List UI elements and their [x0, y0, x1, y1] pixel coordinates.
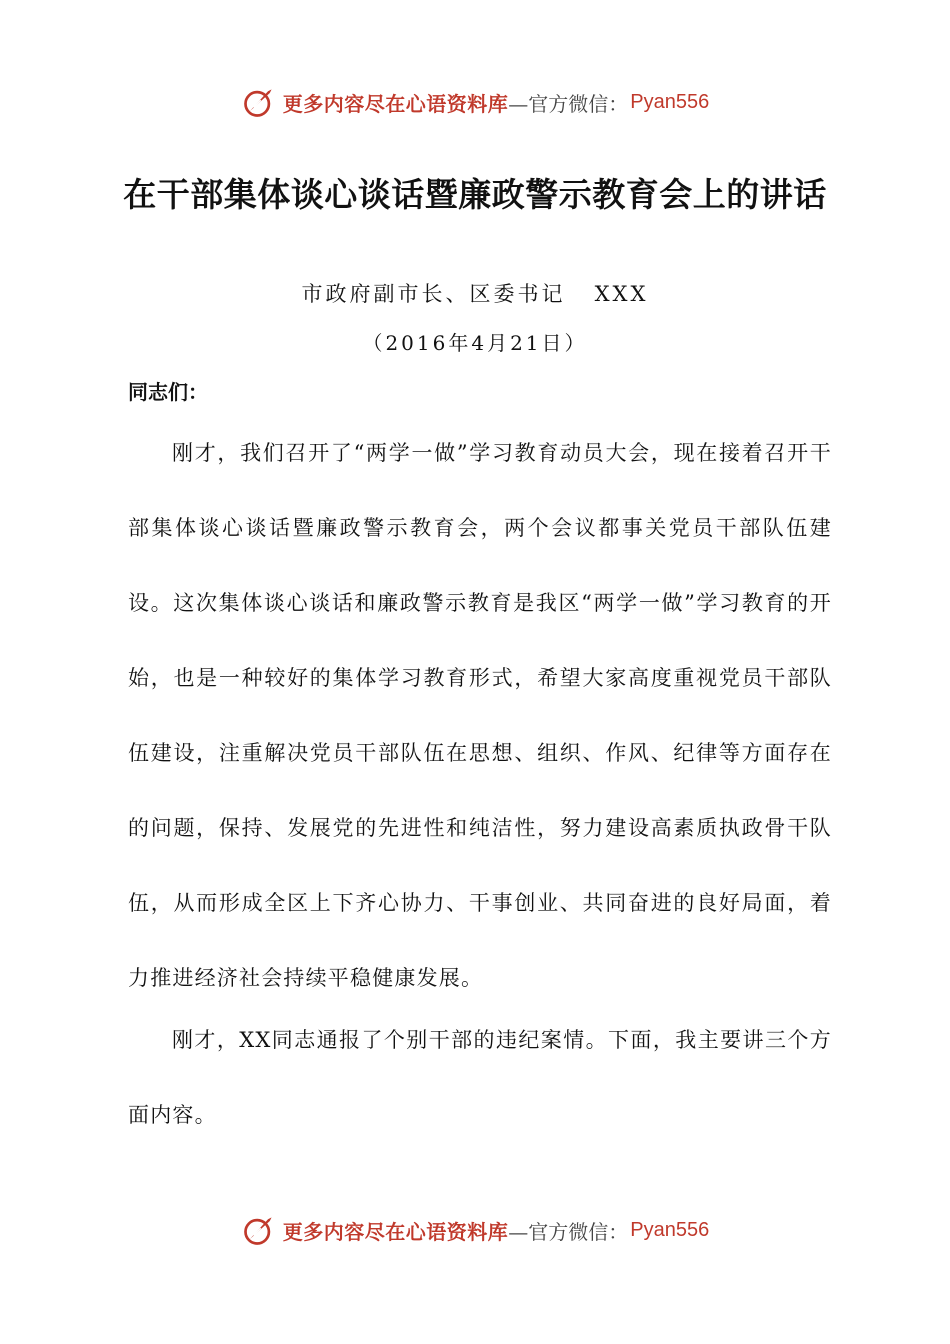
footer-watermark [0, 1208, 950, 1252]
document-title: 在干部集体谈心谈话暨廉政警示教育会上的讲话 [123, 175, 827, 214]
salutation: 同志们： [128, 380, 208, 404]
watermark-separator: —官方微信： [508, 1219, 629, 1244]
watermark-text: 更多内容尽在心语资料库 [282, 1219, 509, 1244]
body-paragraph: 刚才，我们召开了“两学一做”学习教育动员大会，现在接着召开干部集体谈心谈话暨廉政警示教育会，两个会议都事关党员干部队伍建设。这次集体谈心谈话和廉政警示教育是我区“两学一做”学习教育的开始，也是一种较好的集体学习教育形式，希望大家高度重视党员干部队伍建设，注重解决党员干部队伍在思想、组织、作风、纪律等方面存在的问题，保持、发展党的先进性和纯洁性，努力建设高素质执政骨干队伍，从而形成全区上下齐心协力、干事创业、共同奋进的良好局面，着力推进经济社会持续平稳健康发展。 [128, 441, 832, 990]
quill-logo-icon [241, 1212, 277, 1248]
watermark-wechat-id: Pyan556 [630, 90, 710, 113]
body-paragraph: 刚才，XX同志通报了个别干部的违纪案情。下面，我主要讲三个方面内容。 [128, 1028, 832, 1127]
speech-date: （2016年4月21日） [362, 331, 588, 355]
watermark-separator: —官方微信： [508, 91, 629, 116]
quill-logo-icon [241, 84, 277, 120]
watermark-wechat-id: Pyan556 [630, 1218, 710, 1241]
header-watermark [0, 80, 950, 124]
speaker-byline: 市政府副市长、区委书记 XXX [301, 282, 649, 306]
watermark-text: 更多内容尽在心语资料库 [282, 91, 509, 116]
